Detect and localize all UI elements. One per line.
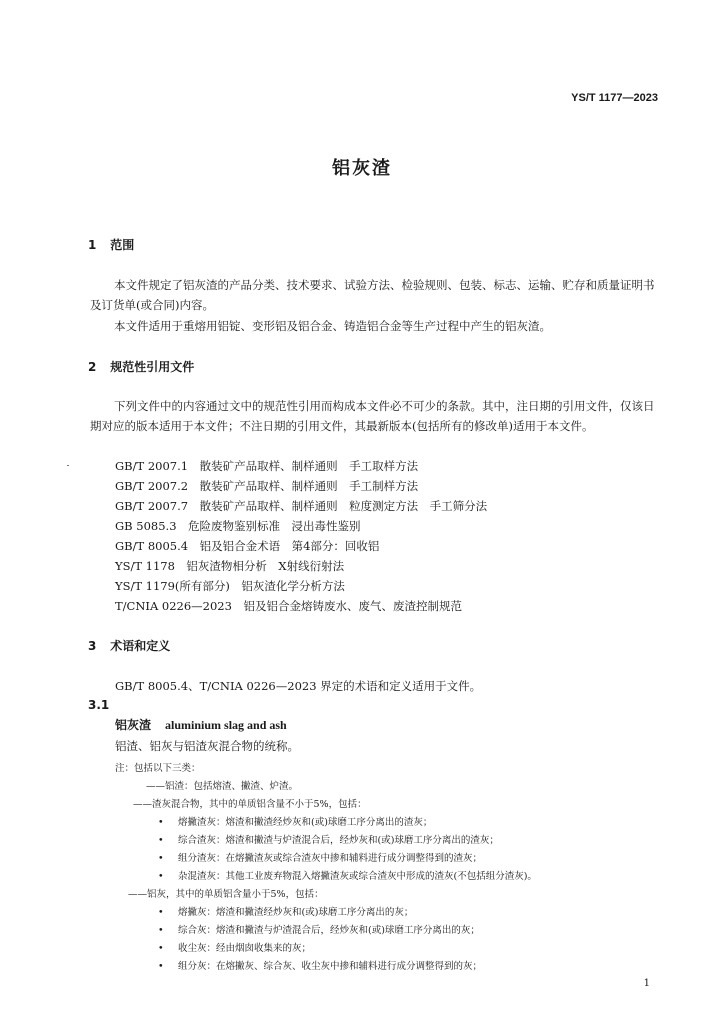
term-chinese: 铝灰渣 bbox=[115, 718, 152, 732]
reference-item: YS/T 1178 铝灰渣物相分析 X射线衍射法 bbox=[115, 559, 345, 573]
term-english: aluminium slag and ash bbox=[165, 718, 287, 732]
document-title: 铝灰渣 bbox=[332, 158, 392, 179]
section-2-number: 2 bbox=[88, 360, 97, 374]
section-3-intro: GB/T 8005.4、T/CNIA 0226—2023 界定的术语和定义适用于文件。 bbox=[115, 679, 482, 693]
section-3-heading bbox=[88, 637, 170, 654]
class-3-line: ——铝灰，其中的单质铝含量小于5%，包括： bbox=[128, 889, 324, 900]
section-3-number: 3 bbox=[88, 639, 97, 653]
section-2-heading bbox=[88, 358, 194, 375]
reference-item: GB/T 8005.4 铝及铝合金术语 第4部分：回收铝 bbox=[115, 539, 380, 553]
page-number: 1 bbox=[643, 978, 650, 989]
section-1-number: 1 bbox=[88, 238, 97, 252]
class-2-line: ——渣灰混合物，其中的单质铝含量不小于5%，包括： bbox=[133, 799, 367, 810]
section-1-paragraph-2: 本文件适用于重熔用铝锭、变形铝及铝合金、铸造铝合金等生产过程中产生的铝灰渣。 bbox=[114, 319, 551, 333]
standard-number: YS/T 1177—2023 bbox=[571, 92, 658, 104]
reference-item: GB/T 2007.2 散装矿产品取样、制样通则 手工制样方法 bbox=[115, 479, 419, 493]
list-item: • 综合渣灰：熔渣和撇渣与炉渣混合后，经炒灰和(或)球磨工序分离出的渣灰； bbox=[158, 835, 499, 846]
reference-item: YS/T 1179(所有部分) 铝灰渣化学分析方法 bbox=[115, 579, 345, 593]
margin-mark bbox=[67, 465, 69, 466]
reference-item: GB/T 2007.1 散装矿产品取样、制样通则 手工取样方法 bbox=[115, 459, 419, 473]
list-item: • 组分渣灰：在熔撇渣灰或综合渣灰中掺和辅料进行成分调整得到的渣灰； bbox=[158, 853, 483, 864]
note-label: 注：包括以下三类： bbox=[115, 763, 201, 774]
section-3-title: 术语和定义 bbox=[110, 639, 171, 653]
reference-item: T/CNIA 0226—2023 铝及铝合金熔铸废水、废气、废渣控制规范 bbox=[115, 599, 462, 613]
section-1-heading bbox=[88, 236, 134, 253]
class-1-line: ——铝渣：包括熔渣、撇渣、炉渣。 bbox=[146, 781, 299, 792]
section-1-title: 范围 bbox=[110, 238, 135, 252]
list-item: • 熔撇灰：熔渣和撇渣经炒灰和(或)球磨工序分离出的灰； bbox=[158, 907, 414, 918]
section-1-paragraph-1: 本文件规定了铝灰渣的产品分类、技术要求、试验方法、检验规则、包装、标志、运输、贮存和质量证明书及订货单(或合同)内容。 bbox=[90, 278, 655, 312]
section-2-title: 规范性引用文件 bbox=[110, 360, 195, 374]
term-definition: 铝渣、铝灰与铝渣灰混合物的统称。 bbox=[115, 739, 299, 753]
section-2-intro: 下列文件中的内容通过文中的规范性引用而构成本文件必不可少的条款。其中，注日期的引用文件，仅该日期对应的版本适用于本文件；不注日期的引用文件，其最新版本(包括所有的修改单)适用于本文件。 bbox=[90, 399, 655, 433]
list-item: • 组分灰：在熔撇灰、综合灰、收尘灰中掺和辅料进行成分调整得到的灰； bbox=[158, 961, 483, 972]
reference-item: GB 5085.3 危险废物鉴别标准 浸出毒性鉴别 bbox=[115, 519, 361, 533]
list-item: • 杂混渣灰：其他工业废弃物混入熔撇渣灰或综合渣灰中形成的渣灰(不包括组分渣灰)。 bbox=[158, 871, 537, 882]
list-item: • 熔撇渣灰：熔渣和撇渣经炒灰和(或)球磨工序分离出的渣灰； bbox=[158, 817, 433, 828]
list-item: • 收尘灰：经由烟囱收集来的灰； bbox=[158, 943, 312, 954]
term-heading bbox=[115, 716, 287, 733]
reference-item: GB/T 2007.7 散装矿产品取样、制样通则 粒度测定方法 手工筛分法 bbox=[115, 499, 488, 513]
list-item: • 综合灰：熔渣和撇渣与炉渣混合后，经炒灰和(或)球磨工序分离出的灰； bbox=[158, 925, 480, 936]
term-number: 3.1 bbox=[88, 698, 110, 712]
